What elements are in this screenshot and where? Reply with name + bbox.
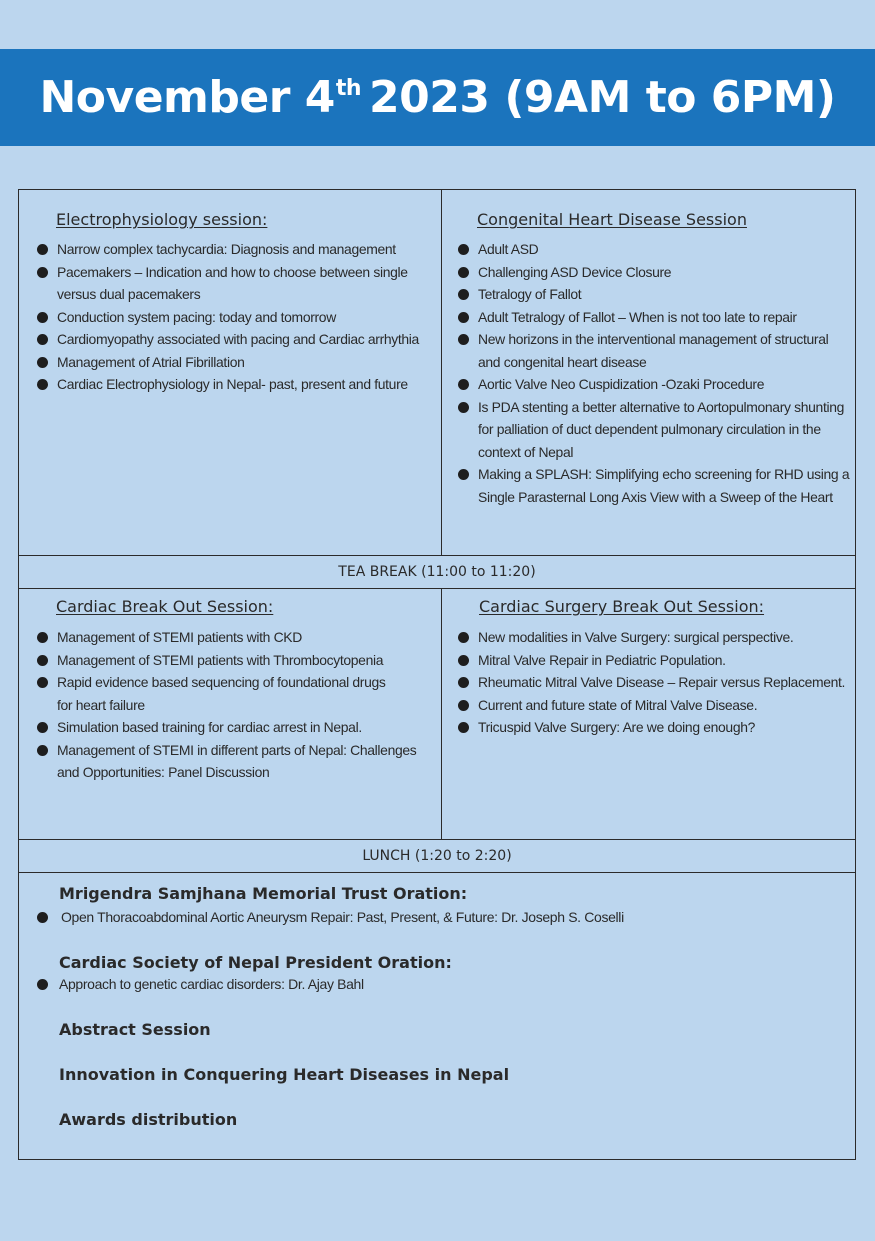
list-item-line: for palliation of duct dependent pulmonary circulation in the: [478, 421, 821, 437]
ordinal-suffix: th: [335, 76, 362, 101]
list-item-line: context of Nepal: [478, 443, 574, 460]
list-item: Open Thoracoabdominal Aortic Aneurysm Repair: Past, Present, & Future: Dr. Joseph S. Coselli: [37, 906, 837, 929]
lunch-row: [19, 840, 855, 873]
electrophysiology-cell: [19, 190, 442, 555]
list-item-line: Challenging ASD Device Closure: [478, 263, 672, 280]
list-item-line: Cardiac Electrophysiology in Nepal- past, present and future: [57, 376, 408, 392]
tea-break-row: [19, 556, 855, 589]
congenital-cell: [442, 190, 855, 555]
list-item: [458, 396, 856, 464]
list-item: [458, 283, 856, 306]
morning-sessions-row: [19, 190, 855, 556]
list-item: [458, 373, 856, 396]
list-item-line: Adult Tetralogy of Fallot – When is not too late to repair: [478, 308, 797, 325]
list-item-line: and Opportunities: Panel Discussion: [57, 764, 270, 780]
list-item-line: New horizons in the interventional management of structural: [478, 331, 829, 347]
cardiac-breakout-cell: [19, 589, 442, 839]
list-item: [37, 261, 437, 306]
list-item-line: Is PDA stenting a better alternative to Aortopulmonary shunting: [478, 398, 845, 415]
list-item-line: Single Parasternal Long Axis View with a Sweep of the Heart: [478, 488, 833, 505]
president-oration-list: [37, 973, 837, 996]
list-item-line: and congenital heart disease: [478, 353, 647, 370]
list-item: [37, 649, 437, 672]
list-item-line: Aortic Valve Neo Cuspidization -Ozaki Procedure: [478, 376, 765, 392]
list-item: [458, 463, 856, 508]
congenital-list: [458, 238, 856, 508]
memorial-oration-title: Mrigendra Samjhana Memorial Trust Oration:: [59, 884, 468, 903]
list-item-line: Management of Atrial Fibrillation: [57, 353, 245, 370]
awards-title: Awards distribution: [59, 1110, 238, 1129]
electrophysiology-title: Electrophysiology session:: [56, 210, 268, 229]
list-item-line: New modalities in Valve Surgery: surgical perspective.: [478, 629, 794, 645]
surgery-breakout-cell: [442, 589, 855, 839]
list-item: [37, 739, 437, 784]
list-item-line: Narrow complex tachycardia: Diagnosis and management: [57, 241, 396, 257]
page-title: November 4th 2023 (9AM to 6PM): [39, 72, 836, 123]
list-item-line: versus dual pacemakers: [57, 286, 201, 302]
list-item: [458, 261, 856, 284]
list-item: [37, 716, 437, 739]
list-item-line: Current and future state of Mitral Valve Disease.: [478, 696, 758, 713]
list-item-line: Making a SPLASH: Simplifying echo screening for RHD using a: [478, 466, 850, 482]
list-item: [37, 626, 437, 649]
electrophysiology-list: [37, 238, 437, 396]
cardiac-breakout-title: Cardiac Break Out Session:: [56, 597, 274, 616]
surgery-breakout-list: [458, 626, 856, 739]
list-item-line: Pacemakers – Indication and how to choose between single: [57, 263, 408, 280]
list-item-line: Conduction system pacing: today and tomorrow: [57, 308, 336, 325]
tea-break-label: TEA BREAK (11:00 to 11:20): [338, 564, 536, 580]
list-item: [458, 694, 856, 717]
list-item: [458, 626, 856, 649]
date-banner: [0, 49, 875, 146]
list-item: [37, 671, 437, 716]
list-item-line: Simulation based training for cardiac arrest in Nepal.: [57, 719, 362, 735]
list-item-line: Mitral Valve Repair in Pediatric Population.: [478, 651, 726, 668]
schedule-table: [18, 189, 856, 1160]
list-item-line: Adult ASD: [478, 241, 539, 257]
list-item-line: Tricuspid Valve Surgery: Are we doing enough?: [478, 719, 756, 735]
congenital-title: Congenital Heart Disease Session: [477, 210, 747, 229]
list-item: [458, 649, 856, 672]
memorial-oration-list: [37, 906, 837, 929]
list-item-line: for heart failure: [57, 696, 145, 713]
list-item: [458, 328, 856, 373]
list-item-line: Rheumatic Mitral Valve Disease – Repair versus Replacement.: [478, 674, 846, 690]
list-item: Approach to genetic cardiac disorders: Dr. Ajay Bahl: [37, 973, 837, 996]
breakout-sessions-row: [19, 589, 855, 840]
list-item: [37, 328, 437, 351]
list-item: [37, 238, 437, 261]
list-item: [458, 671, 856, 694]
list-item-line: Management of STEMI patients with CKD: [57, 629, 302, 645]
list-item: [458, 716, 856, 739]
president-oration-title: Cardiac Society of Nepal President Oration:: [59, 953, 452, 972]
list-item-line: Rapid evidence based sequencing of foundational drugs: [57, 674, 386, 690]
list-item-line: Cardiomyopathy associated with pacing and Cardiac arrhythia: [57, 331, 419, 347]
list-item: [458, 306, 856, 329]
cardiac-breakout-list: [37, 626, 437, 784]
list-item: [37, 373, 437, 396]
afternoon-row: [19, 873, 855, 1159]
surgery-breakout-title: Cardiac Surgery Break Out Session:: [479, 597, 765, 616]
list-item: [37, 306, 437, 329]
list-item-line: Management of STEMI patients with Thrombocytopenia: [57, 651, 384, 668]
list-item-line: Tetralogy of Fallot: [478, 286, 582, 302]
list-item: [458, 238, 856, 261]
abstract-session-title: Abstract Session: [59, 1020, 211, 1039]
lunch-label: LUNCH (1:20 to 2:20): [362, 848, 512, 864]
innovation-session-title: Innovation in Conquering Heart Diseases in Nepal: [59, 1065, 510, 1084]
list-item: [37, 351, 437, 374]
list-item-line: Management of STEMI in different parts of Nepal: Challenges: [57, 741, 417, 758]
